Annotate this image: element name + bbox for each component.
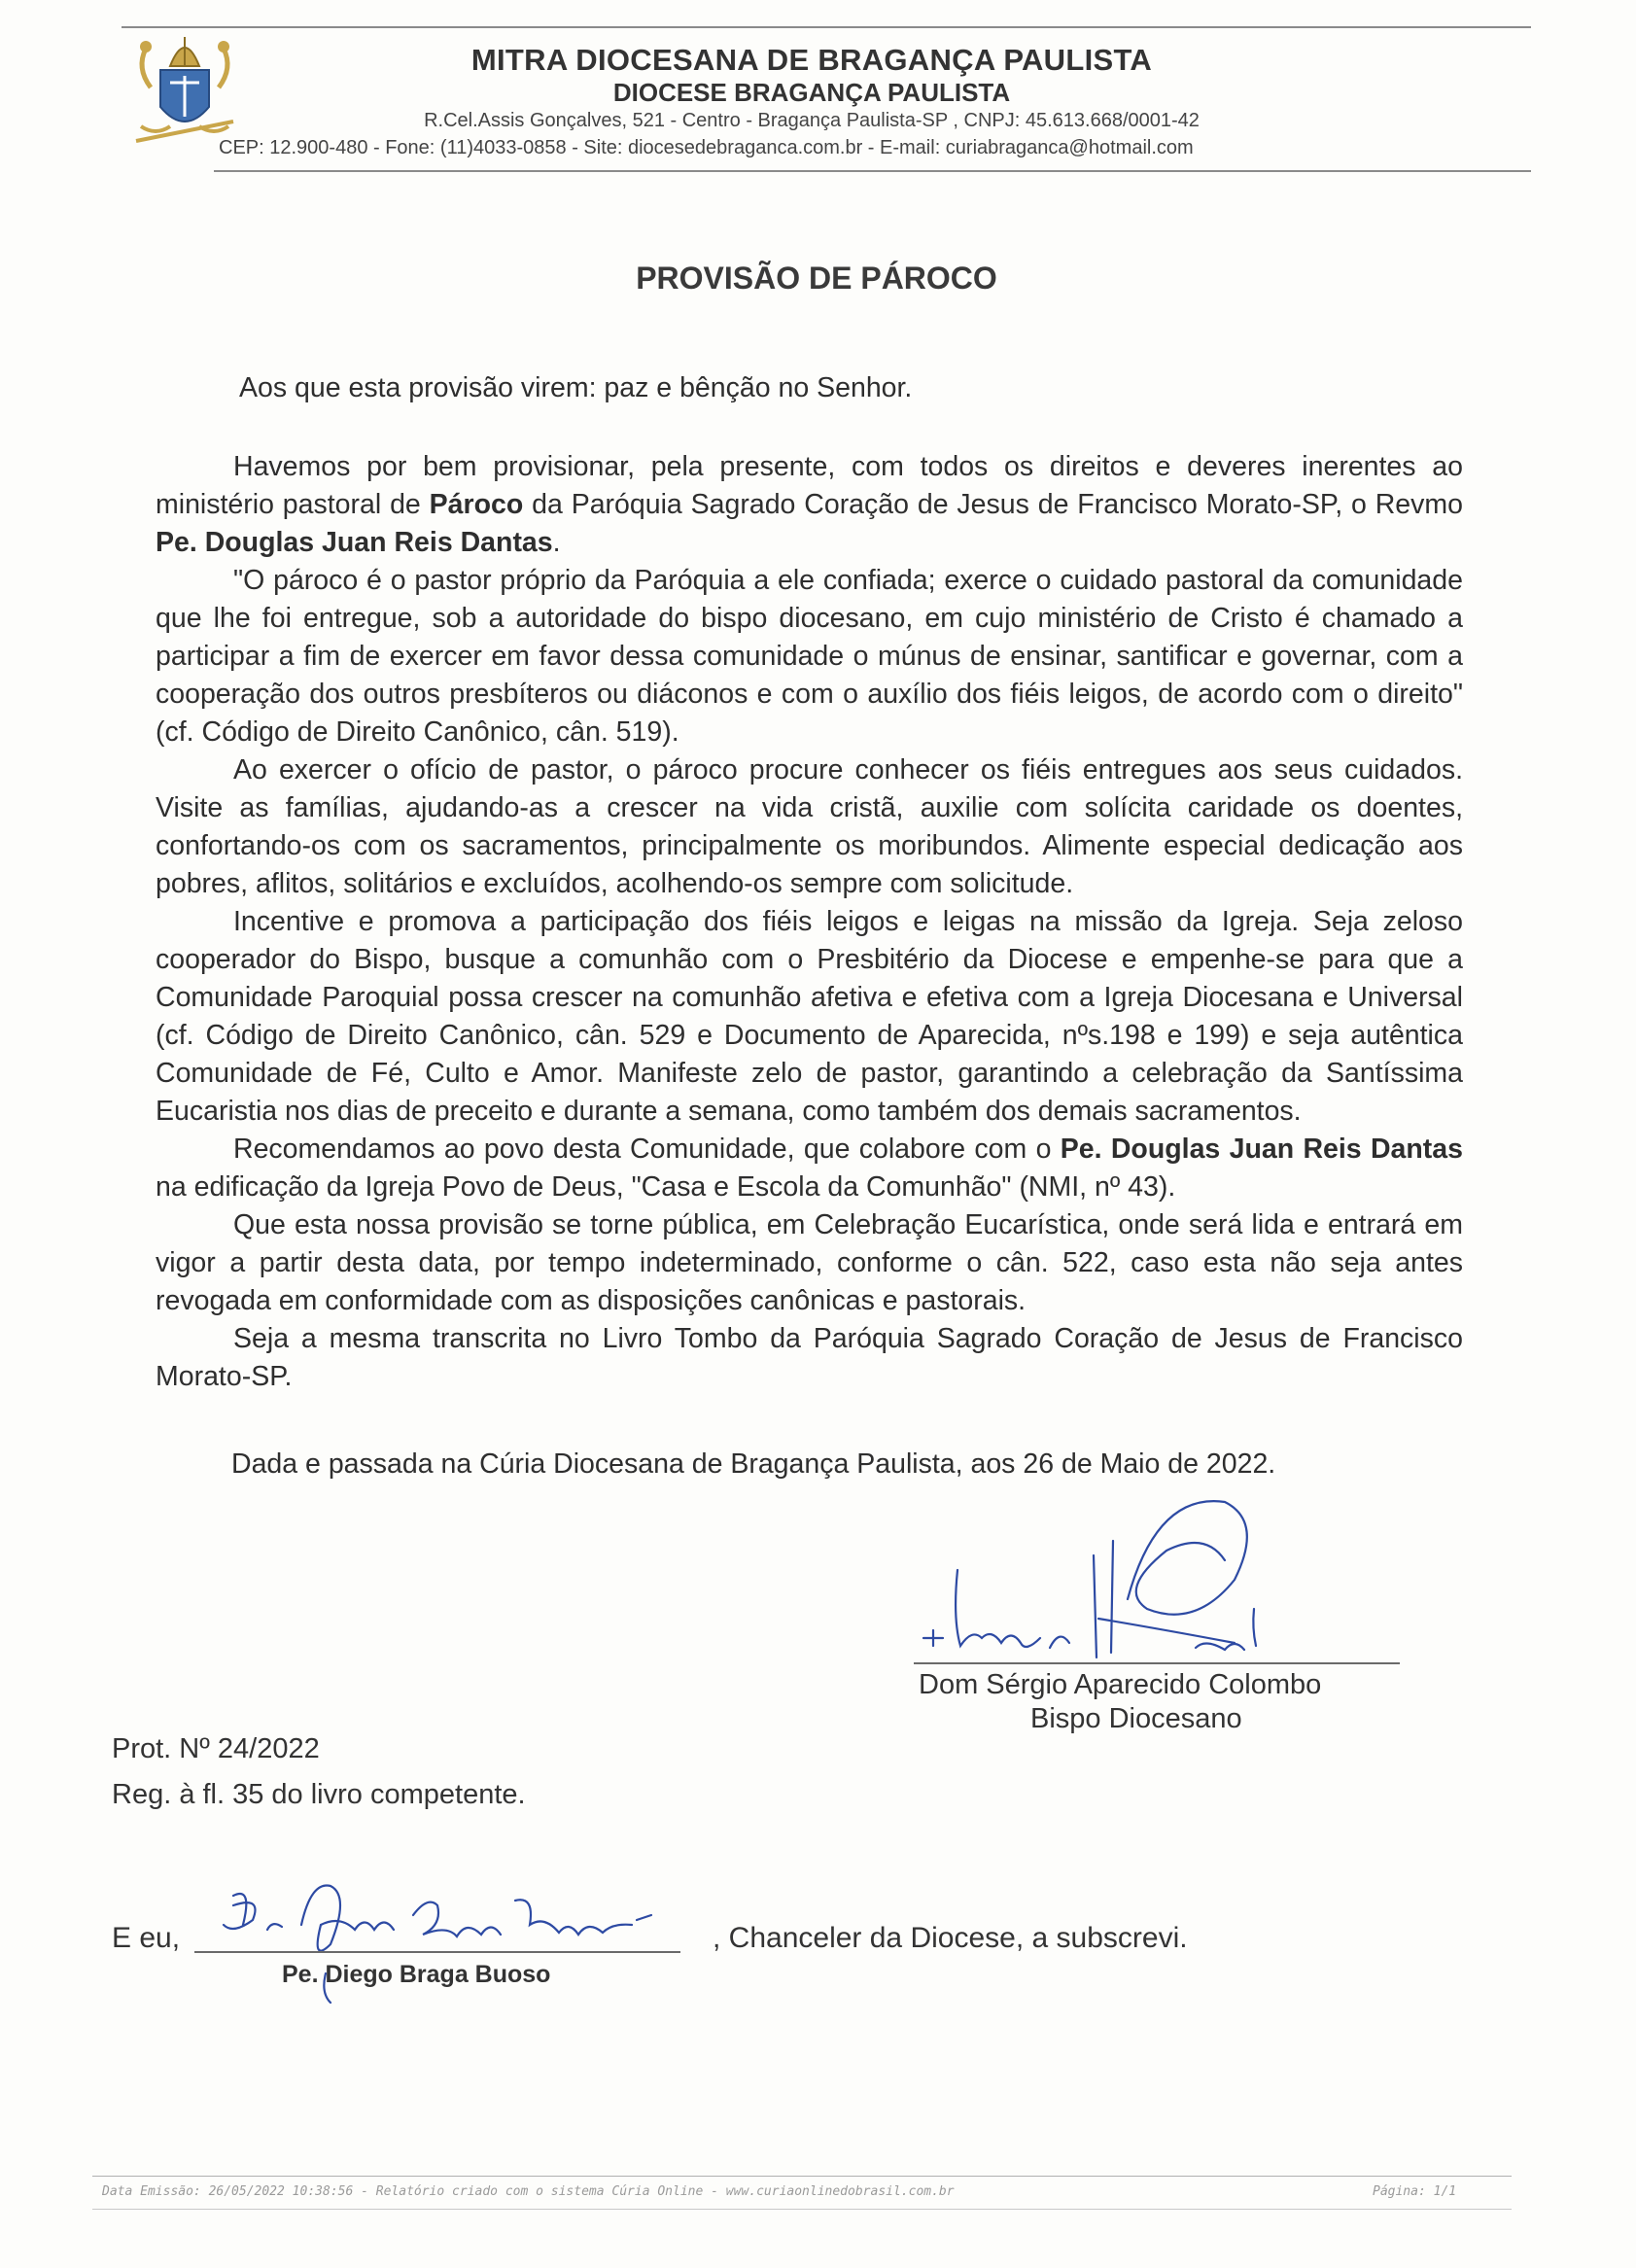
paragraph-text: . [552, 527, 561, 558]
document-title: PROVISÃO DE PÁROCO [636, 261, 997, 296]
bold-role: Pároco [429, 489, 524, 520]
paragraph-provision [156, 448, 1463, 562]
paragraph-text: na edificação da Igreja Povo de Deus, "Casa e Escola da Comunhão" (NMI, nº 43). [156, 1171, 1176, 1203]
registration-note: Reg. à fl. 35 do livro competente. [112, 1779, 526, 1810]
bishop-handwritten-signature [904, 1483, 1312, 1677]
paragraph-text: Recomendamos ao povo desta Comunidade, que colabore com o [233, 1134, 1061, 1165]
footer-emission-info: Data Emissão: 26/05/2022 10:38:56 - Relatório criado com o sistema Cúria Online - www.curiaonlinedobrasil.com.br [102, 2184, 955, 2199]
organization-contact: CEP: 12.900-480 - Fone: (11)4033-0858 - Site: diocesedebraganca.com.br - E-mail: curiabraganca@hotmail.com [219, 137, 1194, 158]
document-body [156, 369, 1463, 1396]
paragraph-recommendation [156, 1131, 1463, 1206]
paragraph-participation: Incentive e promova a participação dos fiéis leigos e leigas na missão da Igreja. Seja zeloso cooperador do Bispo, busque a comunhão com o Presbitério da Diocese e empenhe-se para que a Comunidade Paroquial possa crescer na comunhão afetiva e efetiva com a Igreja Diocesana e Universal (cf. Código de Direito Canônico, cân. 529 e Documento de Aparecida, nºs.198 e 199) e seja autêntica Comunidade de Fé, Culto e Amor. Manifeste zelo de pastor, garantindo a celebração da Santíssima Eucaristia nos dias de preceito e durante a semana, como também dos demais sacramentos. [156, 906, 1463, 1127]
date-line: Dada e passada na Cúria Diocesana de Bragança Paulista, aos 26 de Maio de 2022. [231, 1448, 1276, 1480]
paragraph-canon-quote: "O pároco é o pastor próprio da Paróquia a ele confiada; exerce o cuidado pastoral da comunidade que lhe foi entregue, sob a autoridade do bispo diocesano, em cujo ministério de Cristo é chamado a participar a fim de exercer em favor dessa comunidade o múnus de ensinar, santificar e governar, com a cooperação dos outros presbíteros ou diáconos e com o auxílio dos fiéis leigos, de acordo com o direito" (cf. Código de Direito Canônico, cân. 519). [156, 565, 1463, 748]
chancellor-prefix: E eu, [112, 1922, 181, 1954]
paragraph-publication: Que esta nossa provisão se torne pública, em Celebração Eucarística, onde será lida e entrará em vigor a partir desta data, por tempo indeterminado, conforme o cân. 522, caso esta não seja antes revogada em conformidade com as disposições canônicas e pastorais. [156, 1209, 1463, 1316]
chancellor-name: Pe. Diego Braga Buoso [282, 1961, 551, 1988]
organization-address: R.Cel.Assis Gonçalves, 521 - Centro - Bragança Paulista-SP , CNPJ: 45.613.668/0001-42 [424, 110, 1200, 131]
chancellor-signature-line [194, 1951, 680, 1953]
organization-title: MITRA DIOCESANA DE BRAGANÇA PAULISTA [470, 43, 1153, 77]
paragraph-transcription: Seja a mesma transcrita no Livro Tombo da Paróquia Sagrado Coração de Jesus de Francisco Morato-SP. [156, 1323, 1463, 1392]
organization-subtitle: DIOCESE BRAGANÇA PAULISTA [612, 78, 1011, 107]
salutation: Aos que esta provisão virem: paz e bênção no Senhor. [239, 372, 913, 403]
bishop-name: Dom Sérgio Aparecido Colombo [919, 1669, 1322, 1700]
bishop-signature-line [914, 1662, 1400, 1664]
header-top-rule [122, 26, 1531, 28]
protocol-number: Prot. Nº 24/2022 [112, 1733, 320, 1764]
bold-priest-name: Pe. Douglas Juan Reis Dantas [156, 527, 553, 558]
bold-priest-name: Pe. Douglas Juan Reis Dantas [1060, 1134, 1464, 1165]
paragraph-text: da Paróquia Sagrado Coração de Jesus de Francisco Morato-SP, o Revmo [523, 489, 1463, 520]
footer-bottom-rule [92, 2209, 1512, 2210]
footer-page-number: Página: 1/1 [1373, 2184, 1457, 2199]
header-bottom-rule [214, 170, 1531, 172]
paragraph-text: Havemos por bem provisionar, pela presente, com todos os direitos e deveres inerentes ao ministério pastoral de [156, 451, 1463, 520]
paragraph-pastor-duties: Ao exercer o ofício de pastor, o pároco procure conhecer os fiéis entregues aos seus cuidados. Visite as famílias, ajudando-as a crescer na vida cristã, auxilie com solícita caridade os doentes, confortando-os com os sacramentos, principalmente os moribundos. Alimente especial dedicação aos pobres, aflitos, solitários e excluídos, acolhendo-os sempre com solicitude. [156, 754, 1463, 899]
chancellor-handwritten-signature [194, 1867, 680, 2022]
chancellor-suffix: , Chanceler da Diocese, a subscrevi. [713, 1922, 1188, 1954]
bishop-role: Bispo Diocesano [1030, 1703, 1242, 1734]
footer-top-rule [92, 2176, 1512, 2177]
